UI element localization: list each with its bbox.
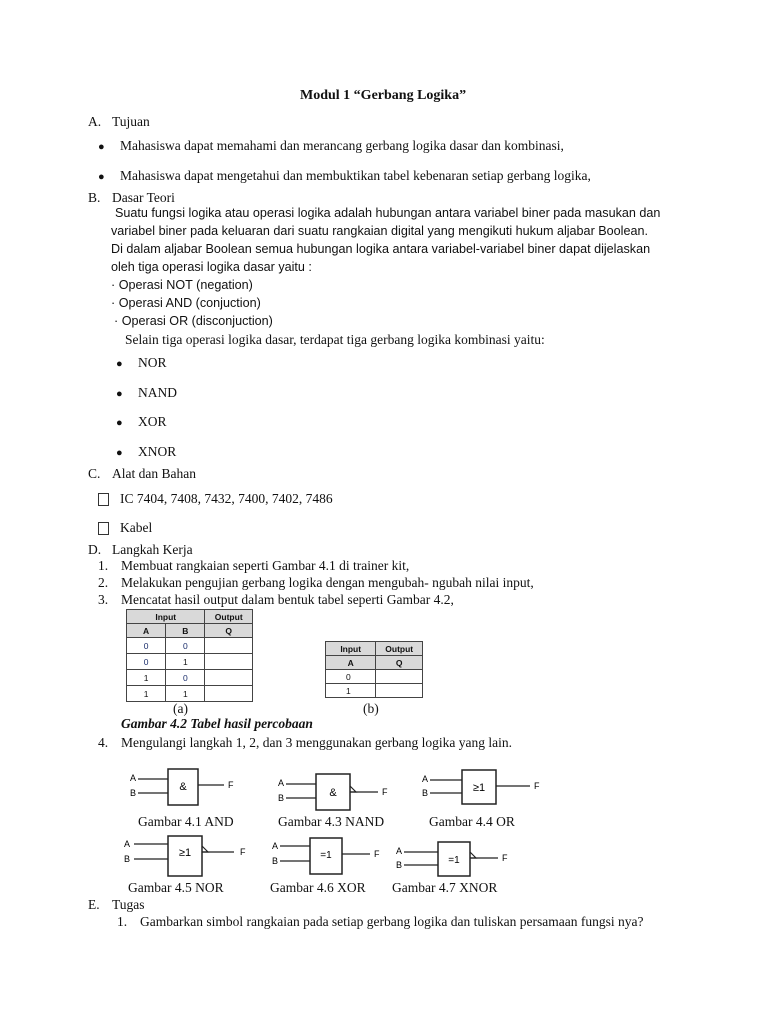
gate-symbol-text: & bbox=[179, 781, 187, 793]
gate-input-b-label: B bbox=[124, 854, 131, 864]
theory-paragraph-line: oleh tiga operasi logika dasar yaitu : bbox=[111, 260, 312, 274]
gate-figure-caption: Gambar 4.7 XNOR bbox=[392, 880, 498, 895]
output-cell bbox=[205, 670, 253, 686]
gate-symbol-text: ≥1 bbox=[472, 782, 486, 794]
table-row bbox=[326, 670, 423, 684]
gate-input-a-label: A bbox=[422, 774, 429, 784]
table-cell: 0 bbox=[166, 670, 205, 686]
material-item: IC 7404, 7408, 7432, 7400, 7402, 7486 bbox=[120, 491, 333, 506]
gate-figure-caption: Gambar 4.1 AND bbox=[138, 814, 234, 829]
gate-figure-caption: Gambar 4.4 OR bbox=[429, 814, 515, 829]
objective-item: Mahasiswa dapat memahami dan merancang gerbang logika dasar dan kombinasi, bbox=[120, 138, 564, 153]
output-cell bbox=[205, 686, 253, 702]
gate-output-label: F bbox=[240, 847, 246, 857]
gate-input-a-label: A bbox=[278, 778, 285, 788]
gate-list-item: NOR bbox=[138, 355, 167, 370]
table-row bbox=[326, 684, 423, 698]
gate-list-item: XNOR bbox=[138, 444, 177, 459]
section-a-marker: A. bbox=[88, 114, 102, 129]
output-cell bbox=[376, 684, 423, 698]
truth-table-b bbox=[325, 641, 423, 698]
section-c-marker: C. bbox=[88, 466, 101, 481]
bullet-icon: ● bbox=[116, 447, 123, 459]
missing-glyph-box-icon bbox=[98, 522, 109, 538]
step-text: Mencatat hasil output dalam bentuk tabel seperti Gambar 4.2, bbox=[121, 592, 454, 607]
section-b-heading: Dasar Teori bbox=[112, 190, 175, 205]
column-header: B bbox=[166, 624, 205, 638]
section-e-marker: E. bbox=[88, 897, 100, 912]
gate-input-a-label: A bbox=[124, 839, 131, 849]
gate-input-b-label: B bbox=[396, 860, 403, 870]
gate-output-label: F bbox=[228, 780, 234, 790]
task-number: 1. bbox=[117, 914, 128, 929]
gate-symbol-text: =1 bbox=[320, 850, 332, 861]
section-d-heading: Langkah Kerja bbox=[112, 542, 193, 557]
page-title: Modul 1 “Gerbang Logika” bbox=[300, 88, 467, 103]
gate-output-label: F bbox=[382, 787, 388, 797]
bullet-icon: ● bbox=[98, 141, 105, 153]
bullet-icon: ● bbox=[116, 358, 123, 370]
step-number: 2. bbox=[98, 575, 109, 590]
step-number: 1. bbox=[98, 558, 109, 573]
table-header-output: Output bbox=[376, 642, 423, 656]
step-number: 4. bbox=[98, 735, 109, 750]
operation-item: · Operasi OR (disconjuction) bbox=[114, 314, 273, 328]
gate-input-a-label: A bbox=[272, 841, 279, 851]
material-item: Kabel bbox=[120, 520, 153, 535]
section-a-heading: Tujuan bbox=[112, 114, 150, 129]
table-row bbox=[127, 686, 253, 702]
xor-gate-symbol bbox=[270, 836, 390, 878]
table-header-input: Input bbox=[127, 610, 205, 624]
bullet-icon: ● bbox=[116, 417, 123, 429]
output-cell bbox=[205, 654, 253, 670]
table-label-a: (a) bbox=[173, 701, 188, 716]
missing-glyph-box-icon bbox=[98, 493, 109, 509]
gate-input-a-label: A bbox=[130, 773, 137, 783]
column-header: Q bbox=[205, 624, 253, 638]
table-row bbox=[127, 654, 253, 670]
or-gate-symbol bbox=[420, 766, 550, 812]
column-header: Q bbox=[376, 656, 423, 670]
table-cell: 1 bbox=[127, 670, 166, 686]
gate-list-item: XOR bbox=[138, 414, 167, 429]
gate-symbol-text: ≥1 bbox=[178, 847, 192, 859]
gate-list-item: NAND bbox=[138, 385, 177, 400]
gate-input-b-label: B bbox=[422, 788, 429, 798]
objective-item: Mahasiswa dapat mengetahui dan membuktikan tabel kebenaran setiap gerbang logika, bbox=[120, 168, 591, 183]
gate-input-a-label: A bbox=[396, 846, 403, 856]
truth-table-a bbox=[126, 609, 253, 702]
table-figure-caption: Gambar 4.2 Tabel hasil percobaan bbox=[121, 716, 313, 731]
table-cell: 1 bbox=[326, 684, 376, 698]
table-label-b: (b) bbox=[363, 701, 379, 716]
nor-gate-symbol bbox=[118, 834, 258, 880]
bullet-icon: ● bbox=[98, 171, 105, 183]
gate-figure-caption: Gambar 4.6 XOR bbox=[270, 880, 366, 895]
operation-item: · Operasi NOT (negation) bbox=[111, 278, 253, 292]
xnor-gate-symbol bbox=[394, 838, 524, 880]
output-cell bbox=[205, 638, 253, 654]
and-gate-symbol bbox=[120, 765, 250, 813]
table-cell: 0 bbox=[127, 638, 166, 654]
theory-paragraph-line: Di dalam aljabar Boolean semua hubungan logika antara variabel-variabel biner dapat dijelaskan bbox=[111, 242, 651, 256]
gate-figure-caption: Gambar 4.5 NOR bbox=[128, 880, 224, 895]
output-cell bbox=[376, 670, 423, 684]
gate-output-label: F bbox=[534, 781, 540, 791]
step-text: Mengulangi langkah 1, 2, dan 3 menggunakan gerbang logika yang lain. bbox=[121, 735, 513, 750]
section-c-heading: Alat dan Bahan bbox=[112, 466, 196, 481]
gate-output-label: F bbox=[502, 853, 508, 863]
gate-output-label: F bbox=[374, 849, 380, 859]
table-cell: 0 bbox=[127, 654, 166, 670]
step-text: Melakukan pengujian gerbang logika dengan mengubah- ngubah nilai input, bbox=[121, 575, 534, 590]
operation-item: · Operasi AND (conjuction) bbox=[111, 296, 261, 310]
task-text: Gambarkan simbol rangkaian pada setiap gerbang logika dan tuliskan persamaan fungsi nya? bbox=[140, 914, 644, 929]
gate-input-b-label: B bbox=[278, 793, 285, 803]
table-cell: 1 bbox=[127, 686, 166, 702]
column-header: A bbox=[127, 624, 166, 638]
section-e-heading: Tugas bbox=[112, 897, 145, 912]
section-d-marker: D. bbox=[88, 542, 102, 557]
table-cell: 1 bbox=[166, 654, 205, 670]
table-cell: 0 bbox=[326, 670, 376, 684]
bullet-icon: ● bbox=[116, 388, 123, 400]
gate-symbol-text: =1 bbox=[448, 855, 460, 866]
gate-symbol-text: & bbox=[329, 787, 337, 799]
gate-input-b-label: B bbox=[130, 788, 137, 798]
combination-intro: Selain tiga operasi logika dasar, terdapat tiga gerbang logika kombinasi yaitu: bbox=[125, 332, 545, 347]
nand-gate-symbol bbox=[272, 766, 402, 814]
theory-paragraph-line: variabel biner pada keluaran dari suatu rangkaian digital yang mengikuti hukum aljabar Boolean. bbox=[111, 224, 648, 238]
gate-figure-caption: Gambar 4.3 NAND bbox=[278, 814, 385, 829]
column-header: A bbox=[326, 656, 376, 670]
table-cell: 0 bbox=[166, 638, 205, 654]
table-cell: 1 bbox=[166, 686, 205, 702]
table-row bbox=[127, 670, 253, 686]
theory-paragraph-line: Suatu fungsi logika atau operasi logika adalah hubungan antara variabel biner pada masukan dan bbox=[115, 206, 661, 220]
table-header-input: Input bbox=[326, 642, 376, 656]
section-b-marker: B. bbox=[88, 190, 101, 205]
gate-input-b-label: B bbox=[272, 856, 279, 866]
table-header-output: Output bbox=[205, 610, 253, 624]
table-row bbox=[127, 638, 253, 654]
step-text: Membuat rangkaian seperti Gambar 4.1 di trainer kit, bbox=[121, 558, 410, 573]
step-number: 3. bbox=[98, 592, 109, 607]
